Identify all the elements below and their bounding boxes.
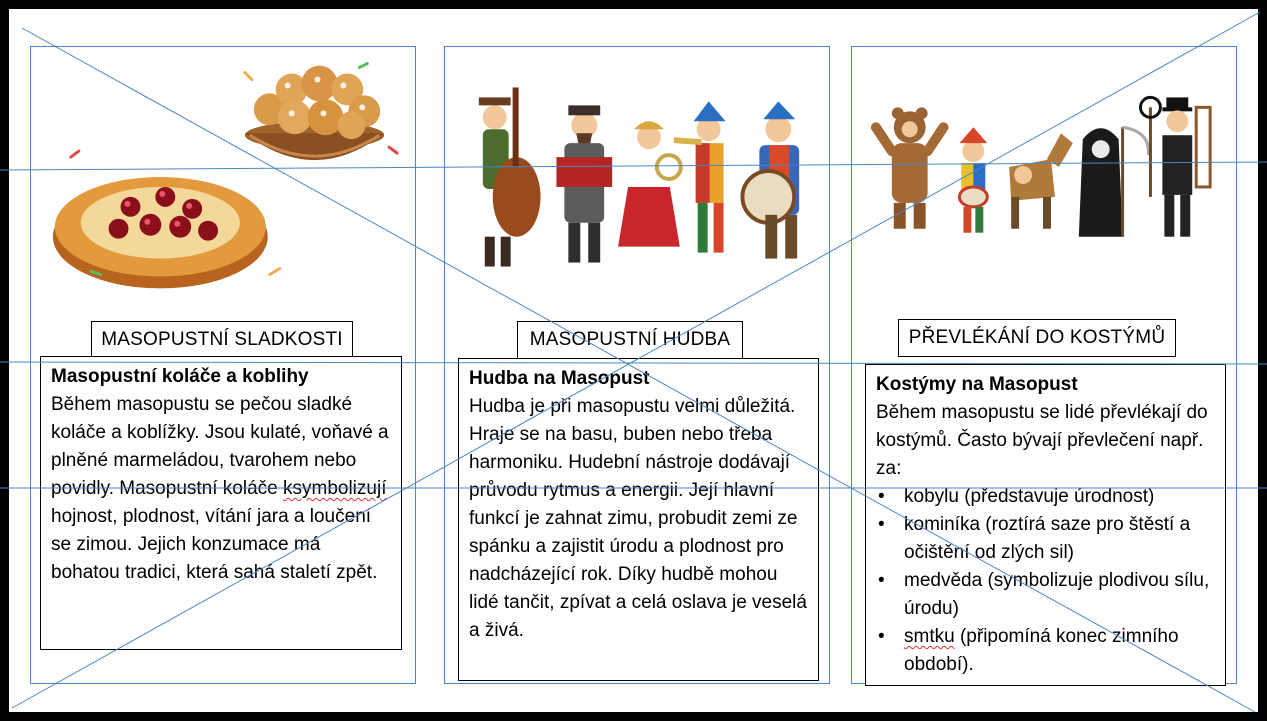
costume-item xyxy=(876,623,1215,679)
drummer-icon xyxy=(742,101,799,258)
body-costumes-intro: Během masopustu se lidé převlékají do kostýmů. Často bývají převlečení např. za: xyxy=(876,402,1208,479)
heading-costumes: Kostýmy na Masopust xyxy=(876,374,1078,395)
costume-item-word: smtku xyxy=(904,626,955,647)
slide xyxy=(9,9,1258,712)
costume-item-desc: (připomíná konec zimního období). xyxy=(904,626,1179,675)
donut-bowl-icon xyxy=(245,66,384,161)
label-sweets: MASOPUSTNÍ SLADKOSTI xyxy=(91,321,353,359)
body-sweets-part1: Během masopustu se pečou sladké koláče a koblížky. Jsou kulaté, voňavé a plněné marmeládou, tvarohem nebo povidly. Masopustní koláče xyxy=(51,394,389,499)
musicians-illustration xyxy=(445,47,829,307)
costumes-illustration xyxy=(852,47,1236,307)
costume-item-word: medvěda xyxy=(904,570,983,591)
costume-item-desc: (symbolizuje plodivou sílu, úrodu) xyxy=(904,570,1210,619)
label-costumes: PŘEVLÉKÁNÍ DO KOSTÝMŮ xyxy=(898,319,1176,357)
spell-error-word: ksymbolizují xyxy=(283,478,387,499)
heading-music: Hudba na Masopust xyxy=(469,368,650,389)
costume-item-desc: (představuje úrodnost) xyxy=(958,486,1155,507)
cherry-cake-icon xyxy=(53,177,268,288)
grim-reaper-icon xyxy=(1079,127,1149,236)
horse-costume-icon xyxy=(1009,133,1073,229)
textbox-sweets xyxy=(40,356,402,650)
body-music: Hudba je při masopustu velmi důležitá. Hraje se na basu, buben nebo třeba harmoniku. Hudební nástroje dodávají průvodu rytmus a energii. Její hlavní funkcí je zahnat zimu, probudit zemi ze spánku a zajistit úrodu a plodnost pro nadcházející rok. Díky hudbě mohou lidé tančit, zpívat a celá oslava je veselá a živá. xyxy=(469,396,807,641)
double-bass-player-icon xyxy=(479,87,541,266)
costume-list xyxy=(876,483,1215,679)
costume-item-word: kobylu xyxy=(904,486,959,507)
costume-item xyxy=(876,567,1215,623)
textbox-costumes xyxy=(865,364,1226,686)
heading-sweets: Masopustní koláče a koblihy xyxy=(51,366,309,387)
label-music: MASOPUSTNÍ HUDBA xyxy=(517,321,743,359)
chimney-sweep-icon xyxy=(1140,97,1210,236)
tambourine-player-icon xyxy=(618,121,681,246)
accordion-player-icon xyxy=(556,105,612,262)
bear-costume-icon xyxy=(876,107,944,228)
sweets-illustration xyxy=(31,47,415,307)
costume-item-desc: (roztírá saze pro štěstí a očištění od zlých sil) xyxy=(904,514,1191,563)
body-sweets-part2: hojnost, plodnost, vítání jara a loučení se zimou. Jejich konzumace má bohatou tradici, která sahá staletí zpět. xyxy=(51,506,378,583)
jester-drummer-icon xyxy=(959,127,987,232)
trumpet-player-icon xyxy=(674,101,726,252)
costume-item xyxy=(876,483,1215,511)
costume-item-word: kominíka xyxy=(904,514,981,535)
costume-item xyxy=(876,511,1215,567)
textbox-music xyxy=(458,358,819,681)
